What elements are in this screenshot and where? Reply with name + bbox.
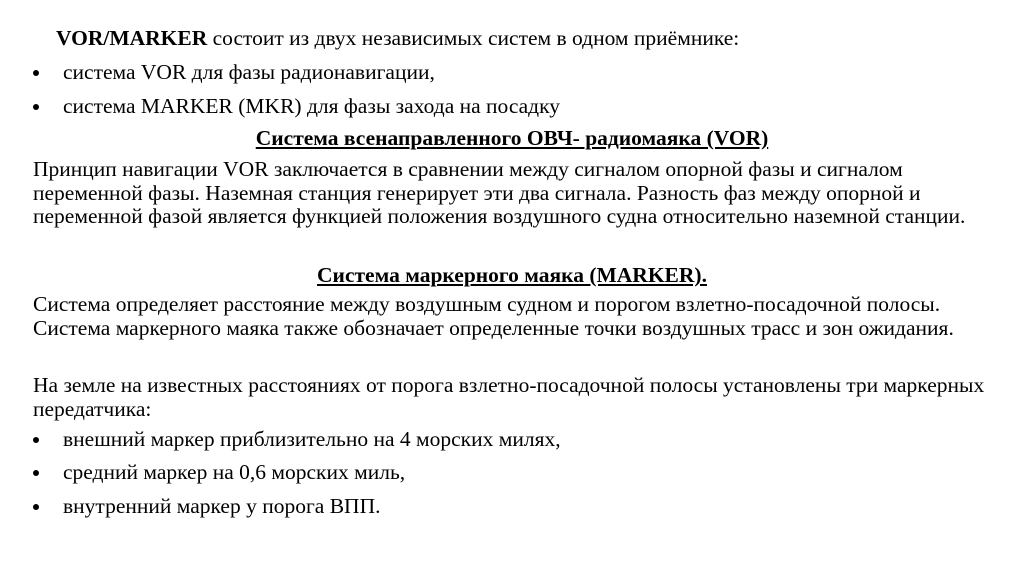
list-item-text: система MARKER (MKR) для фазы захода на посадку xyxy=(63,94,561,118)
vor-paragraph: Принцип навигации VOR заключается в сравнении между сигналом опорной фазы и сигналом переменной фазы. Наземная станция генерирует эти два сигнала. Разность фаз между опорной и переменной фазой является функцией положения воздушного судна относительно наземной станции. xyxy=(33,157,966,229)
list-item-text: внутренний маркер у порога ВПП. xyxy=(63,494,381,518)
list-item-text: система VOR для фазы радионавигации, xyxy=(63,60,435,84)
intro-line xyxy=(56,26,739,50)
bullet-icon xyxy=(33,70,39,76)
bullet-icon xyxy=(33,437,39,443)
vor-heading: Система всенаправленного ОВЧ- радиомаяка (VOR) xyxy=(255,126,769,150)
list-item-text: внешний маркер приблизительно на 4 морских милях, xyxy=(63,427,561,451)
bullet-icon xyxy=(33,504,39,510)
intro-bold-term: VOR/MARKER xyxy=(56,26,208,50)
marker-heading: Система маркерного маяка (MARKER). xyxy=(317,263,707,287)
intro-text: состоит из двух независимых систем в одном приёмнике: xyxy=(207,26,740,50)
bullet-icon xyxy=(33,470,39,476)
bullet-icon xyxy=(33,104,39,110)
list-item-text: средний маркер на 0,6 морских миль, xyxy=(63,460,406,484)
marker-paragraph-1: Система определяет расстояние между воздушным судном и порогом взлетно-посадочной полосы. Система маркерного маяка также обозначает определенные точки воздушных трасс и зон ожидания. xyxy=(33,292,954,340)
marker-paragraph-2: На земле на известных расстояниях от порога взлетно-посадочной полосы установлены три маркерных передатчика: xyxy=(33,373,985,421)
